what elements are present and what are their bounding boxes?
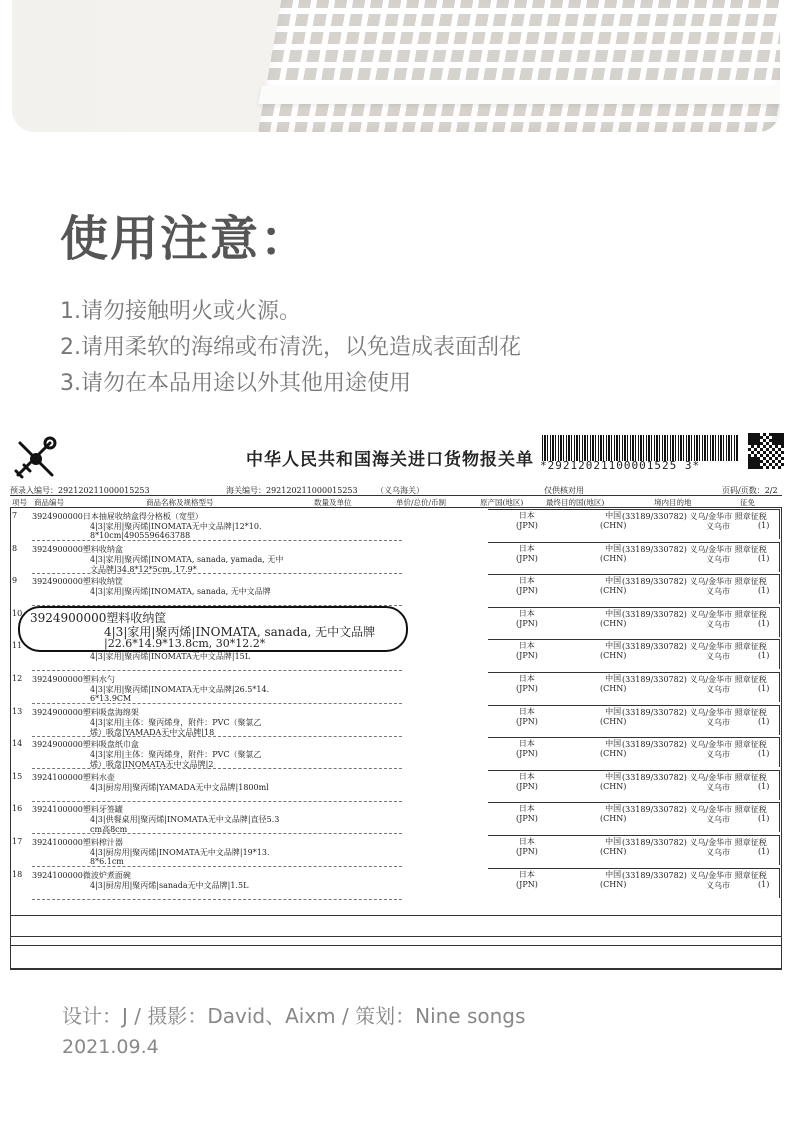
destination-city: 义乌市 (706, 848, 730, 857)
commodity-spec: 4|3|家用|聚丙烯|INOMATA, sanada, 无中文品牌 (90, 587, 271, 597)
origin-country (516, 511, 538, 531)
destination-country-text: 中国 (605, 804, 622, 814)
origin-country-text: (JPN) (516, 553, 538, 563)
destination-city: 义乌市 (706, 587, 730, 597)
column-header: 数量及单位 (314, 498, 352, 507)
qr-code-icon (748, 433, 784, 469)
divider (10, 945, 782, 946)
commodity-code-name: 3924900000塑料收纳筐 (32, 577, 123, 587)
destination-country-text: 中国 (605, 608, 622, 618)
row-number: 16 (12, 804, 23, 814)
commodity-code-name: 3924900000塑料收纳盒 (32, 544, 123, 554)
destination-city: 义乌市 (706, 554, 730, 564)
origin-country-text: 日本 (518, 706, 535, 716)
column-header: 商品编号 (34, 498, 64, 507)
origin-country (516, 609, 538, 629)
commodity-code-name: 3924900000塑料水勺 (32, 675, 115, 684)
tax-method: (1) (758, 781, 770, 791)
table-row (10, 542, 782, 574)
destination-country-text: (CHN) (600, 553, 627, 563)
credits: 设计：J / 摄影：David、Aixm / 策划：Nine songs (62, 1004, 526, 1028)
destination-country-text: (CHN) (600, 814, 627, 824)
commodity-spec: 8*10cm|4905596463788 (90, 531, 191, 540)
destination-city: 义乌市 (706, 815, 730, 825)
customs-number: 海关编号：292120211000015253 (226, 486, 358, 495)
destination-region: (33189/330782) 义乌/金华市 照章征税 (622, 609, 767, 619)
notes-list (60, 294, 521, 402)
commodity-spec: 4|3|厨房用|聚丙烯|INOMATA无中文品牌|19*13. (90, 848, 270, 857)
commodity-spec: 烯）吸盘|INOMATA无中文品牌|2 (90, 760, 214, 770)
row-divider (32, 899, 402, 900)
table-row (10, 672, 782, 704)
customs-declaration-document (10, 425, 782, 970)
row-number: 17 (12, 837, 23, 846)
commodity-code-name: 3924100000塑料榨汁器 (32, 838, 123, 847)
table-row (10, 737, 782, 769)
destination-country-text: (CHN) (600, 651, 627, 661)
destination-country-text: 中国 (605, 869, 622, 879)
origin-country-text: (JPN) (516, 781, 538, 791)
origin-country-text: 日本 (518, 543, 535, 553)
origin-country-text: 日本 (518, 869, 535, 879)
origin-country (516, 641, 538, 661)
commodity-spec: 8*6.1cm (90, 857, 124, 866)
origin-country (516, 707, 538, 727)
destination-country-text: 中国 (605, 706, 622, 716)
commodity-spec: 4|3|厨房用|聚丙烯|YAMADA无中文品牌|1800ml (90, 782, 269, 792)
origin-country-text: 日本 (518, 511, 535, 520)
commodity-code-name: 3924900000日本抽屉收纳盒得分格板（宽型） (32, 512, 203, 521)
destination-city: 义乌市 (706, 652, 730, 662)
row-number: 18 (12, 869, 23, 879)
origin-country-text: 日本 (518, 608, 535, 618)
note-item: 3.请勿在本品用途以外其他用途使用 (60, 371, 411, 396)
origin-country (516, 544, 538, 564)
destination-country-text: 中国 (605, 837, 622, 846)
destination-region: (33189/330782) 义乌/金华市 照章征税 (622, 805, 767, 815)
column-header: 商品名称及规格型号 (146, 498, 214, 507)
product-photo (12, 0, 780, 132)
origin-country-text: 日本 (518, 674, 535, 683)
column-header: 原产国(地区) (480, 498, 524, 507)
destination-country-text: (CHN) (600, 749, 627, 759)
origin-country-text: (JPN) (516, 716, 538, 726)
column-header: 最终目的国(地区) (546, 498, 605, 507)
column-header: 征免 (740, 498, 755, 507)
origin-country-text: 日本 (518, 771, 535, 781)
origin-country-text: 日本 (518, 739, 535, 749)
destination-region: (33189/330782) 义乌/金华市 照章征税 (622, 838, 767, 847)
destination-country-text: (CHN) (600, 618, 627, 628)
destination-city: 义乌市 (706, 750, 730, 760)
destination-city: 义乌市 (706, 619, 730, 629)
commodity-code-name: 3924100000微波炉煮面碗 (32, 870, 131, 880)
barcode (542, 435, 738, 461)
commodity-code-name: 3924100000塑料牙签罐 (32, 805, 123, 815)
table-row (10, 868, 782, 900)
destination-country-text: 中国 (605, 511, 622, 520)
destination-region: (33189/330782) 义乌/金华市 照章征税 (622, 512, 767, 521)
row-number: 13 (12, 706, 23, 716)
origin-country-text: (JPN) (516, 749, 538, 759)
tax-method: (1) (758, 749, 770, 759)
commodity-spec: 文品牌|34.8*12*5cm, 17.9* (90, 564, 197, 574)
row-number: 12 (12, 674, 23, 683)
row-number: 15 (12, 771, 23, 781)
destination-country-text: 中国 (605, 641, 622, 651)
destination-city: 义乌市 (706, 522, 730, 531)
row-number: 10 (12, 608, 23, 618)
origin-country-text: 日本 (518, 804, 535, 814)
tax-method: (1) (758, 847, 770, 856)
customs-emblem-icon (10, 433, 62, 483)
row-number: 14 (12, 739, 23, 749)
origin-country (516, 837, 538, 857)
destination-country-text: (CHN) (600, 521, 627, 530)
destination-country-text: (CHN) (600, 586, 627, 596)
destination-country-text: (CHN) (600, 716, 627, 726)
table-row (10, 835, 782, 867)
highlight-callout (18, 606, 408, 652)
table-row (10, 770, 782, 802)
tax-method: (1) (758, 586, 770, 596)
commodity-spec: 4|3|供餐桌用|聚丙烯|INOMATA无中文品牌|直径5.3 (90, 815, 280, 825)
destination-country-text: 中国 (605, 576, 622, 586)
origin-country-text: 日本 (518, 641, 535, 651)
table-row (10, 802, 782, 834)
origin-country-text: (JPN) (516, 684, 538, 693)
basket-rim (258, 86, 780, 104)
destination-country-text: (CHN) (600, 781, 627, 791)
tax-method: (1) (758, 716, 770, 726)
tax-method: (1) (758, 684, 770, 693)
note-item: 1.请勿接触明火或火源。 (60, 299, 301, 324)
commodity-spec: 4|3|家用|聚丙烯|INOMATA无中文品牌|15L (90, 652, 251, 662)
destination-country-text: 中国 (605, 674, 622, 683)
commodity-code-name: 3924100000塑料水壶 (32, 772, 115, 782)
row-number: 8 (12, 543, 18, 553)
commodity-spec: 6*13.9CM (90, 694, 132, 703)
origin-country-text: (JPN) (516, 618, 538, 628)
commodity-spec: 4|3|厨房用|聚丙烯|sanada无中文品牌|1.5L (90, 880, 249, 890)
destination-country-text: 中国 (605, 771, 622, 781)
table-row (10, 705, 782, 737)
destination-city: 义乌市 (706, 880, 730, 890)
tax-method: (1) (758, 618, 770, 628)
origin-country-text: 日本 (518, 576, 535, 586)
commodity-code-name: 3924900000塑料吸盘纸巾盒 (32, 740, 139, 750)
callout-line: 3924900000塑料收纳筐 (30, 611, 167, 625)
row-number: 7 (12, 511, 18, 520)
destination-country-text: (CHN) (600, 684, 627, 693)
commodity-spec: 4|3|家用|主体：聚丙烯身，附件：PVC（聚氯乙 (90, 717, 262, 727)
column-header: 项号 (12, 498, 27, 507)
purpose-note: 仅供核对用 (544, 486, 584, 495)
destination-country-text: 中国 (605, 739, 622, 749)
publish-date: 2021.09.4 (62, 1036, 159, 1058)
destination-region: (33189/330782) 义乌/金华市 照章征税 (622, 544, 767, 554)
destination-region: (33189/330782) 义乌/金华市 照章征税 (622, 675, 767, 684)
destination-city: 义乌市 (706, 782, 730, 792)
origin-country (516, 674, 538, 694)
note-item: 2.请用柔软的海绵或布清洗，以免造成表面刮花 (60, 335, 521, 360)
destination-region: (33189/330782) 义乌/金华市 照章征税 (622, 577, 767, 587)
destination-country-text: (CHN) (600, 879, 627, 889)
page-count: 页码/页数：2/2 (722, 486, 778, 495)
divider (10, 495, 782, 496)
customs-port: （义乌海关） (376, 486, 424, 495)
origin-country (516, 772, 538, 792)
commodity-spec: 4|3|家用|聚丙烯|INOMATA无中文品牌|26.5*14. (90, 685, 270, 694)
tax-method: (1) (758, 521, 770, 530)
commodity-spec: 4|3|家用|主体：聚丙烯身，附件：PVC（聚氯乙 (90, 750, 262, 760)
column-header: 单价/总价/币制 (396, 498, 447, 507)
column-header: 境内目的地 (654, 498, 692, 507)
document-title: 中华人民共和国海关进口货物报关单 (246, 450, 534, 470)
notes-title: 使用注意： (60, 211, 311, 267)
destination-region: (33189/330782) 义乌/金华市 照章征税 (622, 642, 767, 652)
callout-line: |22.6*14.9*13.8cm, 30*12.2* (104, 637, 266, 650)
barcode-text: *29212021100001525 3* (540, 459, 701, 472)
origin-country (516, 870, 538, 890)
tax-method: (1) (758, 553, 770, 563)
destination-region: (33189/330782) 义乌/金华市 照章征税 (622, 772, 767, 782)
destination-country-text: (CHN) (600, 847, 627, 856)
origin-country (516, 804, 538, 824)
tax-method: (1) (758, 879, 770, 889)
table-row (10, 574, 782, 606)
destination-city: 义乌市 (706, 685, 730, 694)
pre-entry-number: 预录入编号：292120211000015253 (10, 486, 150, 495)
tax-method: (1) (758, 814, 770, 824)
origin-country (516, 739, 538, 759)
origin-country-text: (JPN) (516, 814, 538, 824)
table-row (10, 509, 782, 541)
row-number: 11 (12, 641, 23, 651)
origin-country-text: (JPN) (516, 847, 538, 856)
destination-region: (33189/330782) 义乌/金华市 照章征税 (622, 707, 767, 717)
origin-country-text: (JPN) (516, 651, 538, 661)
destination-region: (33189/330782) 义乌/金华市 照章征税 (622, 740, 767, 750)
commodity-code-name: 3924900000塑料吸盘海绵架 (32, 707, 139, 717)
destination-country-text: 中国 (605, 543, 622, 553)
callout-line: 4|3|家用|聚丙烯|INOMATA, sanada, 无中文品牌 (104, 625, 376, 639)
commodity-spec: 烯）吸盘|YAMADA无中文品牌|18 (90, 727, 215, 737)
destination-city: 义乌市 (706, 717, 730, 727)
row-number: 9 (12, 576, 18, 586)
origin-country (516, 576, 538, 596)
commodity-spec: 4|3|家用|聚丙烯|INOMATA, sanada, yamada, 无中 (90, 554, 284, 564)
origin-country-text: (JPN) (516, 586, 538, 596)
origin-country-text: (JPN) (516, 879, 538, 889)
footer-lines (10, 915, 782, 937)
origin-country-text: (JPN) (516, 521, 538, 530)
commodity-spec: 4|3|家用|聚丙烯|INOMATA无中文品牌|12*10. (90, 522, 262, 531)
commodity-spec: cm高8cm (90, 825, 128, 835)
destination-region: (33189/330782) 义乌/金华市 照章征税 (622, 870, 767, 880)
white-basket-image (258, 0, 780, 132)
origin-country-text: 日本 (518, 837, 535, 846)
tax-method: (1) (758, 651, 770, 661)
